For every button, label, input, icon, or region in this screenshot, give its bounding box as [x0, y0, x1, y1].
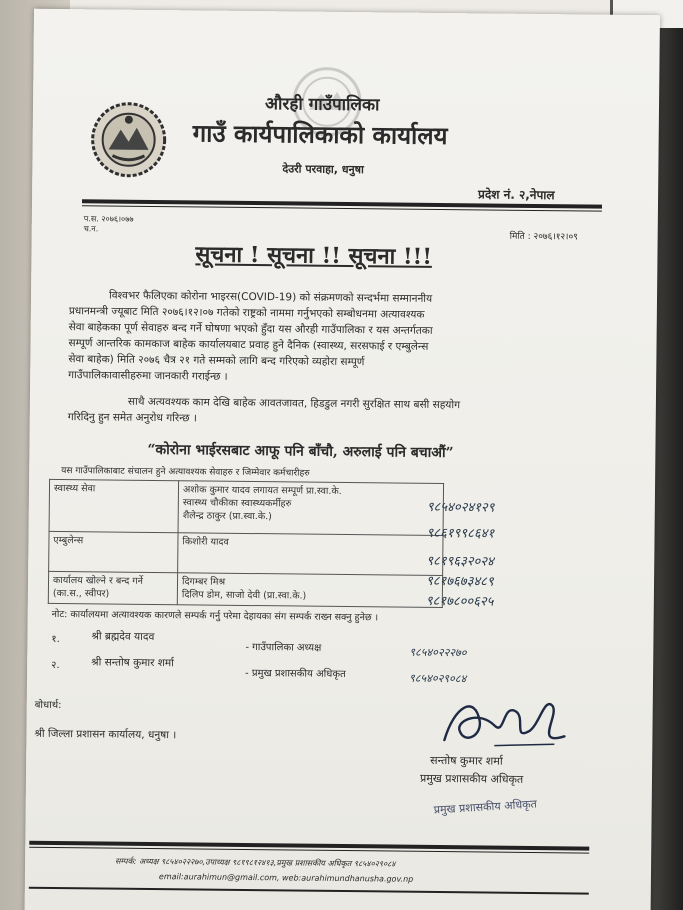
signatory-title: प्रमुख प्रशासकीय अधिकृत [419, 771, 524, 786]
table-row [48, 571, 442, 607]
footer-contact: सम्पर्क: अध्यक्ष ९८५४०२२२७०,उपाध्यक्ष ९८१९८१२४१३,प्रमुख प्रशासकीय अधिकृत ९८५४०२९०८४ [115, 856, 396, 869]
office-location: देउरी परवाहा, धनुषा [282, 162, 364, 177]
table-row [49, 479, 444, 535]
notice-paragraph-1 [68, 287, 621, 389]
staff-line: दिलिप डोम, साजो देवी (प्रा.स्वा.के.) [181, 589, 307, 602]
cc-recipient: श्री जिल्ला प्रशासन कार्यालय, धनुषा । [34, 727, 177, 742]
contact-name: श्री ब्रह्मदेव यादव [91, 630, 155, 644]
signatory-name: सन्तोष कुमार शर्मा [430, 753, 503, 768]
staff-cell [177, 573, 442, 608]
services-table [48, 479, 444, 608]
phone-number: ९८६१९९८६४१ [426, 525, 495, 542]
contact-role: - प्रमुख प्रशासकीय अधिकृत [245, 667, 346, 681]
slogan: “कोरोना भाईरसबाट आफू पनि बाँचौ, अरुलाई पनि बचाऔं” [147, 441, 454, 462]
footer-rule-bottom [29, 887, 589, 895]
dispatch-number: च.न. [83, 224, 99, 234]
contact-note: नोट: कार्यालयमा अत्यावश्यक कारणले सम्पर्क गर्नु परेमा देहायका संग सम्पर्क राख्न सक्नु हुनेछ । [51, 608, 379, 624]
staff-cell [178, 481, 444, 536]
phone-number: ९८५४०२४१२९ [426, 499, 495, 516]
phone-number: ९८१७८००६२५ [425, 593, 494, 610]
contact-role: - गाउँपालिका अध्यक्ष [245, 641, 322, 654]
paragraph-line: गाउँपालिकावासीहरुमा जानकारी गराईन्छ । [68, 369, 228, 383]
contact-number: १. [51, 633, 60, 646]
staff-line: शैलेन्द्र ठाकुर (प्रा.स्वा.के.) [182, 510, 272, 523]
nepal-emblem-icon [88, 99, 169, 180]
reference-number: प.स. २०७६।०७७ [83, 214, 134, 224]
footer-email: email:aurahimun@gmail.com, web:aurahimundhanusha.gov.np [158, 872, 414, 884]
notice-paragraph-2 [68, 393, 620, 431]
staff-line: अशोक कुमार यादव लगायत सम्पूर्ण प्रा.स्वा.के. [182, 484, 342, 497]
official-stamp: प्रमुख प्रशासकीय अधिकृत [433, 797, 538, 817]
service-cell: स्वास्थ्य सेवा [49, 479, 179, 532]
paragraph-line: सम्पूर्ण आन्तरिक कामकाज बाहेक कार्यालयबाट प्रवाह हुने दैनिक (स्वास्थ्य, सरसफाई र एम्बुलेन्स [68, 337, 429, 353]
phone-number: ९८१९६३२०२४ [426, 553, 494, 570]
staff-cell: किशोरी यादव [178, 533, 443, 576]
service-cell: एम्बुलेन्स [49, 531, 178, 572]
staff-line: स्वास्थ्य चौकीका स्वास्थ्यकर्मीहरु [182, 497, 292, 510]
paragraph-line: सेवा बाहेकका पूर्ण सेवाहरु बन्द गर्ने घोषणा भएको हुँदा यस औरही गाउँपालिका र यस अन्तर्गतका [68, 321, 433, 337]
municipality-name: औरही गाउँपालिका [264, 94, 380, 116]
contact-phone: ९८५४०२२२७० [409, 645, 467, 660]
office-name: गाउँ कार्यपालिकाको कार्यालय [192, 118, 448, 151]
paragraph-line: साथै अत्यवश्यक काम देखि बाहेक आवतजावत, हिडडुल नगरी सुरक्षित साथ बसी सहयोग [127, 395, 461, 412]
notice-title: सूचना ! सूचना !! सूचना !!! [195, 241, 433, 270]
paragraph-line: सेवा बाहेक) मिति २०७६ चैत्र २१ गते सम्मको लागि बन्द गरिएको व्यहोरा सम्पूर्ण [68, 353, 365, 369]
notice-document [25, 9, 660, 910]
notice-date: मिति : २०७६।१२।०९ [509, 231, 578, 243]
phone-number: ९८१७६७३४८९ [425, 573, 494, 590]
contact-name: श्री सन्तोष कुमार शर्मा [91, 656, 175, 670]
paragraph-line: विश्वभर फैलिएका कोरोना भाइरस(COVID-19) को संक्रमणको सन्दर्भमा सम्माननीय [108, 289, 433, 305]
table-caption: यस गाउँपालिकाबाट संचालन हुने अत्यावश्यक सेवाहरु र जिम्मेवार कर्मचारीहरु [61, 466, 310, 479]
service-cell: कार्यालय खोल्ने र बन्द गर्ने (का.स., स्वीपर) [48, 571, 177, 604]
cc-label: बोधार्थ: [34, 699, 62, 712]
paragraph-line: प्रधानमन्त्री ज्यूबाट मिति २०७६।१२।०७ गतेको राष्ट्रको नाममा गर्नुभएको सम्बोधनमा अत्यावश्यक [68, 305, 425, 321]
contact-number: २. [51, 659, 60, 672]
table-row [49, 531, 443, 575]
contact-phone: ९८५४०२९०८४ [408, 671, 467, 686]
paragraph-line: गरिदिनु हुन समेत अनुरोध गरिन्छ । [67, 411, 197, 425]
province-label: प्रदेश नं. २,नेपाल [478, 187, 555, 203]
staff-line: दिगम्बर मिश्र [181, 576, 226, 588]
